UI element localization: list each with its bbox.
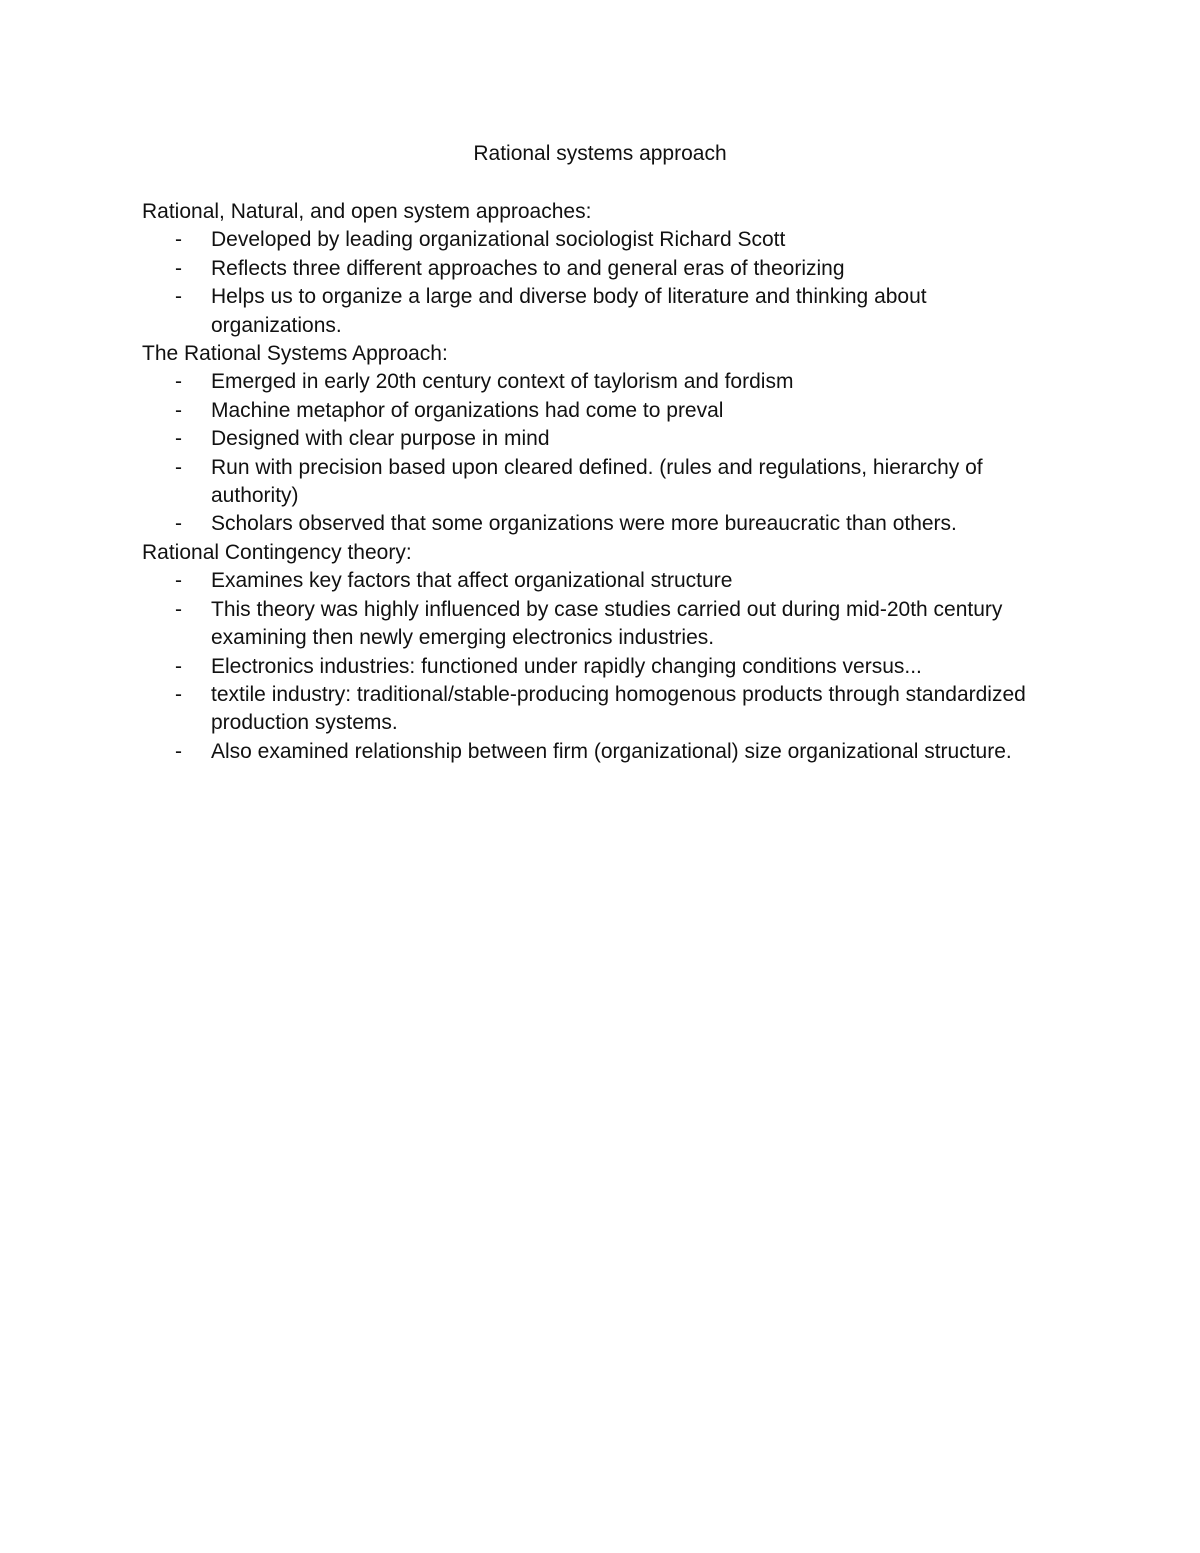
list-item bbox=[142, 397, 1062, 425]
list-item-text: textile industry: traditional/stable-producing homogenous products through standardized production systems. bbox=[211, 682, 1026, 735]
bullet-list bbox=[142, 226, 1062, 340]
list-item-text: Electronics industries: functioned under rapidly changing conditions versus... bbox=[211, 654, 922, 678]
bullet-dash: - bbox=[175, 597, 182, 621]
list-item-text: Machine metaphor of organizations had come to preval bbox=[211, 398, 724, 422]
list-item bbox=[142, 425, 1062, 453]
list-item bbox=[142, 567, 1062, 595]
section-heading: The Rational Systems Approach: bbox=[142, 342, 448, 366]
list-item bbox=[142, 738, 1062, 766]
bullet-list bbox=[142, 567, 1062, 766]
bullet-dash: - bbox=[175, 398, 182, 422]
list-item-text: Reflects three different approaches to and general eras of theorizing bbox=[211, 256, 845, 280]
bullet-dash: - bbox=[175, 285, 182, 309]
list-item bbox=[142, 226, 1062, 254]
bullet-dash: - bbox=[175, 682, 182, 706]
bullet-dash: - bbox=[175, 228, 182, 252]
list-item bbox=[142, 368, 1062, 396]
list-item bbox=[142, 510, 1062, 538]
list-item bbox=[142, 255, 1062, 283]
bullet-dash: - bbox=[175, 569, 182, 593]
bullet-dash: - bbox=[175, 654, 182, 678]
list-item bbox=[142, 454, 1062, 511]
bullet-dash: - bbox=[175, 455, 182, 479]
section-heading: Rational, Natural, and open system approaches: bbox=[142, 200, 592, 223]
list-item bbox=[142, 596, 1062, 653]
list-item-text: Helps us to organize a large and diverse body of literature and thinking about organizations. bbox=[211, 285, 927, 337]
list-item-text: Run with precision based upon cleared defined. (rules and regulations, hierarchy of authority) bbox=[211, 455, 983, 508]
list-item-text: Designed with clear purpose in mind bbox=[211, 427, 550, 451]
list-item-text: Examines key factors that affect organizational structure bbox=[211, 569, 733, 593]
section-open-system-approaches bbox=[142, 198, 1062, 340]
bullet-list bbox=[142, 368, 1062, 538]
list-item-text: This theory was highly influenced by case studies carried out during mid-20th century examining then newly emerging electronics industries. bbox=[211, 597, 1003, 650]
bullet-dash: - bbox=[175, 739, 182, 763]
bullet-dash: - bbox=[175, 512, 182, 536]
section-heading: Rational Contingency theory: bbox=[142, 540, 412, 564]
bullet-dash: - bbox=[175, 427, 182, 451]
section-rational-contingency-theory bbox=[142, 539, 1062, 766]
list-item-text: Developed by leading organizational sociologist Richard Scott bbox=[211, 228, 786, 252]
section-rational-systems-approach bbox=[142, 340, 1062, 539]
list-item bbox=[142, 681, 1062, 738]
document-title: Rational systems approach bbox=[473, 142, 727, 165]
document-body bbox=[142, 198, 1062, 766]
bullet-dash: - bbox=[175, 256, 182, 280]
list-item-text: Also examined relationship between firm (organizational) size organizational structure. bbox=[211, 739, 1012, 763]
list-item bbox=[142, 653, 1062, 681]
list-item bbox=[142, 283, 1062, 340]
list-item-text: Scholars observed that some organizations were more bureaucratic than others. bbox=[211, 512, 957, 536]
list-item-text: Emerged in early 20th century context of taylorism and fordism bbox=[211, 370, 794, 394]
bullet-dash: - bbox=[175, 370, 182, 394]
